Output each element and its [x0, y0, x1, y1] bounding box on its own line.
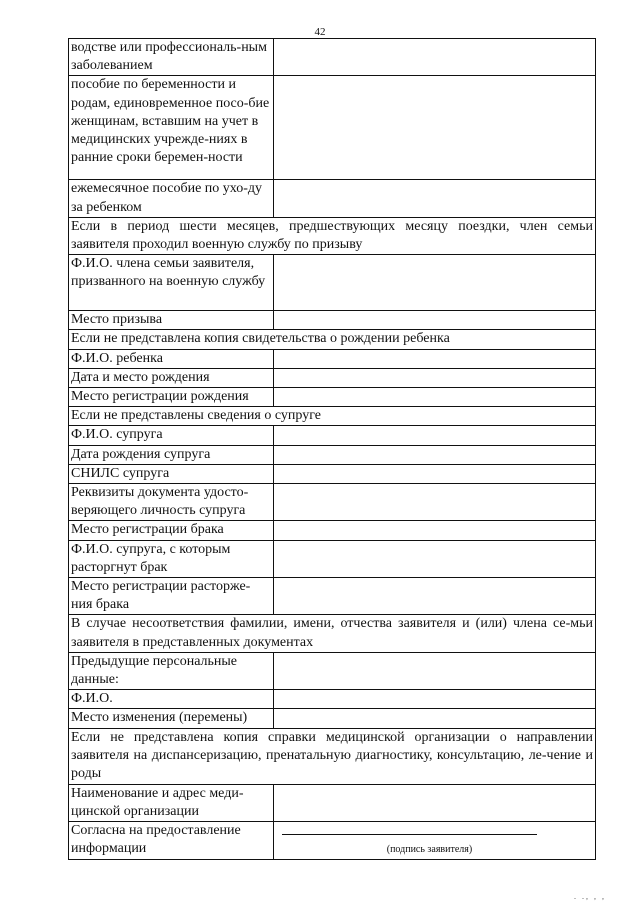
- value-cell[interactable]: [274, 521, 596, 540]
- row-label: Наименование и адрес меди-цинской организации: [69, 784, 274, 821]
- section-header: Если не представлена копия свидетельства о рождении ребенка: [69, 330, 596, 349]
- table-row: [69, 784, 596, 821]
- section-header: Если не представлены сведения о супруге: [69, 407, 596, 426]
- row-label: Ф.И.О. ребенка: [69, 349, 274, 368]
- table-row: [69, 426, 596, 445]
- table-row: [69, 368, 596, 387]
- row-label: Место изменения (перемены): [69, 709, 274, 728]
- table-row: [69, 388, 596, 407]
- value-cell[interactable]: [274, 709, 596, 728]
- table-row: [69, 652, 596, 689]
- table-row: [69, 311, 596, 330]
- table-row: [69, 484, 596, 521]
- row-label: Место призыва: [69, 311, 274, 330]
- table-row: [69, 464, 596, 483]
- table-row: [69, 578, 596, 615]
- value-cell[interactable]: [274, 652, 596, 689]
- value-cell[interactable]: [274, 784, 596, 821]
- value-cell[interactable]: [274, 39, 596, 76]
- value-cell[interactable]: [274, 76, 596, 180]
- row-label: Место регистрации рождения: [69, 388, 274, 407]
- row-label: Ф.И.О. супруга, с которым расторгнут брак: [69, 540, 274, 577]
- value-cell[interactable]: [274, 388, 596, 407]
- table-row: [69, 822, 596, 859]
- table-row: [69, 445, 596, 464]
- signature-line: [282, 834, 537, 835]
- value-cell[interactable]: [274, 426, 596, 445]
- row-label: Ф.И.О. члена семьи заявителя, призванного на военную службу: [69, 255, 274, 311]
- value-cell[interactable]: [274, 540, 596, 577]
- table-row: [69, 728, 596, 784]
- row-label: Предыдущие персональные данные:: [69, 652, 274, 689]
- row-label: пособие по беременности и родам, единовременное посо-бие женщинам, вставшим на учет в медицинских учрежде-ниях в ранние сроки беремен-ности: [69, 76, 274, 180]
- row-label: Место регистрации брака: [69, 521, 274, 540]
- signature-cell[interactable]: [274, 822, 596, 859]
- application-form-table: [68, 38, 596, 860]
- table-row: [69, 180, 596, 217]
- table-row: [69, 255, 596, 311]
- value-cell[interactable]: [274, 464, 596, 483]
- row-label: Место регистрации расторже-ния брака: [69, 578, 274, 615]
- value-cell[interactable]: [274, 368, 596, 387]
- row-label: ежемесячное пособие по ухо-ду за ребенком: [69, 180, 274, 217]
- row-label: СНИЛС супруга: [69, 464, 274, 483]
- row-label: Дата рождения супруга: [69, 445, 274, 464]
- row-label: Ф.И.О. супруга: [69, 426, 274, 445]
- value-cell[interactable]: [274, 180, 596, 217]
- table-row: [69, 349, 596, 368]
- value-cell[interactable]: [274, 445, 596, 464]
- page-number: 42: [314, 26, 326, 38]
- table-row: [69, 521, 596, 540]
- row-label: Ф.И.О.: [69, 690, 274, 709]
- value-cell[interactable]: [274, 690, 596, 709]
- corner-marks: . ., , ,: [574, 892, 606, 901]
- value-cell[interactable]: [274, 311, 596, 330]
- value-cell[interactable]: [274, 484, 596, 521]
- row-label: Согласна на предоставление информации: [69, 822, 274, 859]
- table-row: [69, 407, 596, 426]
- value-cell[interactable]: [274, 578, 596, 615]
- table-row: [69, 217, 596, 254]
- signature-caption: (подпись заявителя): [386, 844, 473, 856]
- value-cell[interactable]: [274, 349, 596, 368]
- section-header: Если в период шести месяцев, предшествующих месяцу поездки, член семьи заявителя проходил военную службу по призыву: [69, 217, 596, 254]
- table-row: [69, 690, 596, 709]
- table-row: [69, 330, 596, 349]
- table-row: [69, 615, 596, 652]
- row-label: Дата и место рождения: [69, 368, 274, 387]
- row-label: Реквизиты документа удосто-веряющего личность супруга: [69, 484, 274, 521]
- table-row: [69, 540, 596, 577]
- table-row: [69, 76, 596, 180]
- row-label: водстве или профессиональ-ным заболеванием: [69, 39, 274, 76]
- table-row: [69, 709, 596, 728]
- value-cell[interactable]: [274, 255, 596, 311]
- section-header: В случае несоответствия фамилии, имени, отчества заявителя и (или) члена се-мьи заявителя в представленных документах: [69, 615, 596, 652]
- table-row: [69, 39, 596, 76]
- section-header: Если не представлена копия справки медицинской организации о направлении заявителя на диспансеризацию, пренатальную диагностику, консультацию, ле-чение и роды: [69, 728, 596, 784]
